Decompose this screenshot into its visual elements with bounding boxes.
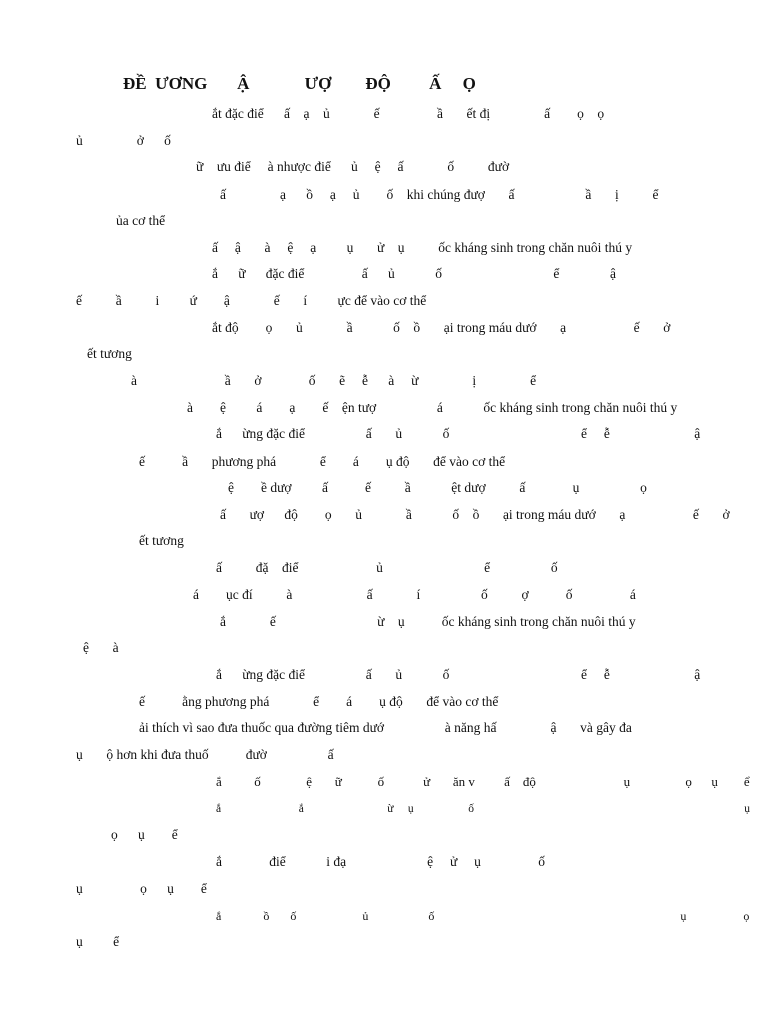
text-line: ế ằng phương phá ể á ụ độ để vào cơ thể — [139, 694, 499, 709]
text-line: à ầ ở ố ẽ ễ à ừ ị ể — [131, 373, 537, 388]
document-title: ĐỀ ƯƠNG Ậ ƯỢ ĐỘ Ấ Ọ — [123, 74, 476, 93]
text-line: á ục đí à ấ í ố ợ ố á — [193, 587, 636, 602]
text-line: ắ ồ ố ủ ố ụ ọ — [216, 909, 750, 923]
text-line: ế ầ i ứ ậ ế í ực để vào cơ thể — [76, 293, 427, 308]
text-line: ấ ậ à ệ ạ ụ ử ụ ốc kháng sinh trong chăn nuôi thú y — [212, 240, 633, 255]
text-line: ắ ừng đặc điể ấ ủ ố ể ễ ậ — [216, 426, 701, 441]
text-line: ắ ắ ừ ụ ố ụ — [216, 803, 750, 815]
text-line: ụ ọ ụ ể — [76, 881, 207, 896]
text-line: ủ ở ố — [76, 133, 171, 148]
text-line: ắt đặc điể ấ ạ ủ ế ầ ết đị ấ ọ ọ — [212, 106, 605, 121]
text-line: ữ ưu điể à nhược điể ủ ệ ấ ố đườ — [196, 159, 510, 174]
text-line: ụ ộ hơn khi đưa thuố đườ ấ — [76, 747, 334, 762]
text-line: ắ ữ đặc điể ấ ủ ố ể ậ — [212, 266, 617, 281]
text-line: ệ ề dượ ấ ế ầ ệt dượ ấ ụ ọ — [228, 480, 647, 495]
text-line: ắ ố ệ ữ ố ử ăn v ấ độ ụ ọ ụ ể — [216, 774, 750, 789]
text-line: à ệ á ạ ế ện tượ á ốc kháng sinh trong chăn nuôi thú y — [187, 400, 678, 415]
text-line: ủa cơ thể — [116, 213, 166, 228]
text-line: ắ ừng đặc điể ấ ủ ố ể ễ ậ — [216, 667, 701, 682]
text-line: ết tương — [87, 346, 132, 361]
text-line: ấ ạ ồ ạ ủ ố khi chúng đượ ấ ầ ị ể — [220, 187, 659, 202]
text-line: ế ầ phương phá ể á ụ độ để vào cơ thể — [139, 454, 506, 469]
text-line: ấ đặ điể ủ ể ố — [216, 560, 558, 575]
text-line: ấ ượ độ ọ ủ ầ ố ồ ại trong máu dướ ạ ế ở — [220, 507, 730, 522]
text-line: ụ ể — [76, 934, 120, 949]
text-line: ắt độ ọ ủ ầ ố ồ ại trong máu dướ ạ ế ở — [212, 320, 671, 335]
text-line: ắ điể i đạ ệ ử ụ ố — [216, 854, 546, 869]
text-line: ệ à — [83, 640, 119, 655]
text-line: ết tương — [139, 533, 184, 548]
text-line: ắ ế ừ ụ ốc kháng sinh trong chăn nuôi thú y — [220, 614, 636, 629]
text-line: ải thích vì sao đưa thuốc qua đường tiêm dướ à năng hấ ậ và gây đa — [139, 720, 632, 735]
text-line: ọ ụ ể — [111, 827, 178, 842]
